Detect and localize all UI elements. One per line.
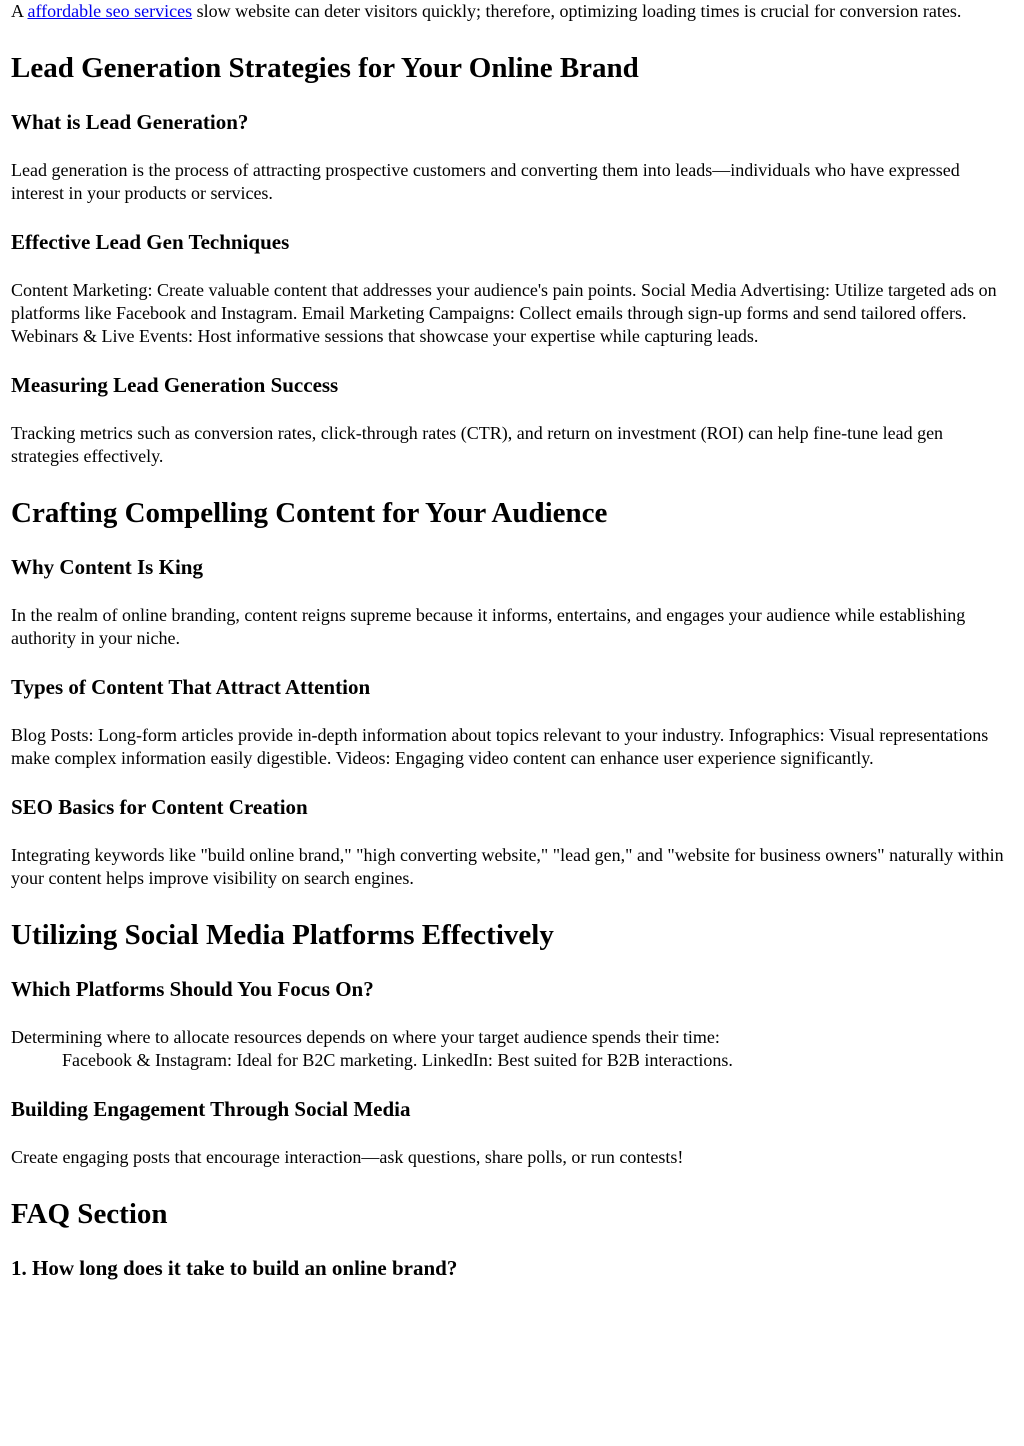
heading-what-is-lead-generation: What is Lead Generation? bbox=[11, 110, 249, 134]
heading-lead-generation-strategies: Lead Generation Strategies for Your Online Brand bbox=[11, 52, 639, 84]
paragraph-which-platforms: Determining where to allocate resources depends on where your target audience spends their time: bbox=[11, 1027, 720, 1047]
paragraph-lead-gen-techniques: Content Marketing: Create valuable content that addresses your audience's pain points. Social Media Advertising: Utilize targeted ads on platforms like Facebook and Instagram. Email Marketing Campaigns: Collect emails through sign-up forms and send tailored offers. Webinars & Live Events: Host informative sessions that showcase your expertise while capturing leads. bbox=[11, 280, 997, 346]
paragraph-building-engagement: Create engaging posts that encourage interaction—ask questions, share polls, or run contests! bbox=[11, 1147, 684, 1167]
paragraph-what-is-lead-generation: Lead generation is the process of attracting prospective customers and converting them into leads—individuals who have expressed interest in your products or services. bbox=[11, 160, 960, 203]
affordable-seo-services-link[interactable]: affordable seo services bbox=[27, 1, 193, 21]
paragraph-seo-basics: Integrating keywords like "build online brand," "high converting website," "lead gen," and "website for business owners" naturally within your content helps improve visibility on search engines. bbox=[11, 845, 1004, 888]
paragraph-measuring-success: Tracking metrics such as conversion rates, click-through rates (CTR), and return on investment (ROI) can help fine-tune lead gen strategies effectively. bbox=[11, 423, 944, 466]
platforms-list bbox=[11, 1049, 1014, 1072]
intro-paragraph bbox=[11, 0, 1014, 23]
faq-question-1: 1. How long does it take to build an online brand? bbox=[11, 1256, 458, 1280]
heading-faq-section: FAQ Section bbox=[11, 1198, 168, 1230]
intro-prefix: A bbox=[11, 1, 28, 21]
heading-why-content-is-king: Why Content Is King bbox=[11, 555, 203, 579]
heading-crafting-content: Crafting Compelling Content for Your Audience bbox=[11, 497, 608, 529]
heading-seo-basics: SEO Basics for Content Creation bbox=[11, 795, 308, 819]
paragraph-why-content-is-king: In the realm of online branding, content reigns supreme because it informs, entertains, and engages your audience while establishing authority in your niche. bbox=[11, 605, 966, 648]
heading-which-platforms: Which Platforms Should You Focus On? bbox=[11, 977, 374, 1001]
intro-suffix: slow website can deter visitors quickly; therefore, optimizing loading times is crucial for conversion rates. bbox=[192, 1, 962, 21]
heading-social-media-platforms: Utilizing Social Media Platforms Effectively bbox=[11, 919, 554, 951]
paragraph-types-of-content: Blog Posts: Long-form articles provide in-depth information about topics relevant to your industry. Infographics: Visual representations make complex information easily digestible. Videos: Engaging video content can enhance user experience significantly. bbox=[11, 725, 989, 768]
heading-types-of-content: Types of Content That Attract Attention bbox=[11, 675, 371, 699]
heading-lead-gen-techniques: Effective Lead Gen Techniques bbox=[11, 230, 290, 254]
list-item: Facebook & Instagram: Ideal for B2C marketing. LinkedIn: Best suited for B2B interactions. bbox=[62, 1050, 733, 1070]
heading-measuring-success: Measuring Lead Generation Success bbox=[11, 373, 339, 397]
heading-building-engagement: Building Engagement Through Social Media bbox=[11, 1097, 411, 1121]
